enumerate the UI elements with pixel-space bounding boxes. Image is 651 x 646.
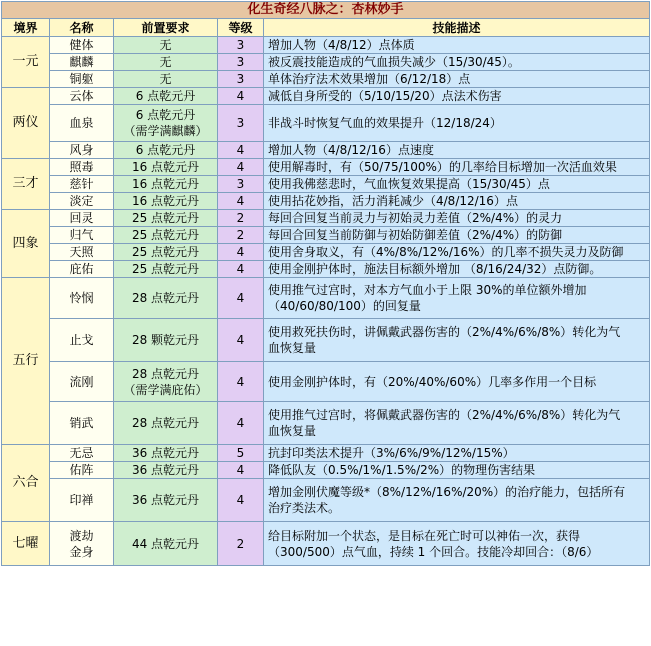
- table-row: [2, 522, 650, 566]
- skill-description-line: 使用舍身取义，有（4%/8%/12%/16%）的几率不损失灵力及防御: [268, 245, 624, 259]
- skill-description: [264, 193, 650, 210]
- skill-level: [218, 37, 264, 54]
- skill-name: [50, 210, 114, 227]
- skill-level-line: 2: [236, 228, 245, 242]
- table-row: [2, 278, 650, 319]
- skill-requirement: [114, 37, 218, 54]
- skill-level-line: 3: [236, 55, 245, 69]
- skill-level-line: 4: [236, 262, 245, 276]
- skill-requirement: [114, 159, 218, 176]
- skill-level: [218, 261, 264, 278]
- skill-description: [264, 278, 650, 319]
- header-name: 名称: [50, 19, 114, 37]
- skill-requirement-line: 无: [159, 38, 172, 52]
- skill-requirement: [114, 142, 218, 159]
- skill-level: [218, 227, 264, 244]
- skill-description-line: 降低队友（0.5%/1%/1.5%/2%）的物理伤害结果: [268, 463, 536, 477]
- skill-name: [50, 244, 114, 261]
- table-row: [2, 479, 650, 522]
- skill-requirement-line: 36 点乾元丹: [131, 493, 200, 507]
- header-requirement: 前置要求: [114, 19, 218, 37]
- table-row: [2, 261, 650, 278]
- skill-requirement-line: 无: [159, 55, 172, 69]
- skill-name: [50, 445, 114, 462]
- skill-description: [264, 210, 650, 227]
- skill-name-line: 流刚: [69, 374, 94, 389]
- skill-level: [218, 402, 264, 445]
- realm-cell: 三才: [2, 159, 50, 210]
- skill-name: [50, 105, 114, 142]
- skill-requirement: [114, 462, 218, 479]
- table-row: [2, 244, 650, 261]
- skill-name: [50, 54, 114, 71]
- skill-requirement-line: 36 点乾元丹: [131, 463, 200, 477]
- skill-description-line: 使用金刚护体时，施法目标额外增加 （8/16/24/32）点防御。: [268, 262, 602, 276]
- skill-level-line: 3: [236, 72, 245, 86]
- skill-name: [50, 142, 114, 159]
- table-row: [2, 402, 650, 445]
- skill-name: [50, 71, 114, 88]
- skill-description: [264, 362, 650, 402]
- skill-requirement-line: 16 点乾元丹: [131, 177, 200, 191]
- skill-requirement-line: 28 点乾元丹: [131, 416, 200, 430]
- skill-description: [264, 445, 650, 462]
- skill-name: [50, 402, 114, 445]
- realm-cell: 七曜: [2, 522, 50, 566]
- skill-requirement-line: 无: [159, 72, 172, 86]
- skill-name-line: 淡定: [69, 194, 94, 208]
- skill-requirement: [114, 319, 218, 362]
- skill-name: [50, 278, 114, 319]
- skill-description-line: 每回合回复当前防御与初始防御差值（2%/4%）的防御: [268, 228, 563, 242]
- skill-level: [218, 362, 264, 402]
- skill-description: [264, 462, 650, 479]
- realm-cell: 五行: [2, 278, 50, 445]
- skill-name-line: 止戈: [69, 333, 94, 347]
- header-row: [2, 19, 650, 37]
- skill-level-line: 4: [236, 160, 245, 174]
- skill-level: [218, 176, 264, 193]
- skill-requirement: [114, 479, 218, 522]
- realm-cell: 四象: [2, 210, 50, 278]
- skill-level-line: 5: [236, 446, 245, 460]
- skill-name-line: 照毒: [69, 160, 94, 174]
- skill-requirement-line: 16 点乾元丹: [131, 194, 200, 208]
- skill-level-line: 4: [236, 291, 245, 305]
- skill-requirement-line: 25 点乾元丹: [131, 211, 200, 225]
- skill-requirement: [114, 71, 218, 88]
- table-row: [2, 37, 650, 54]
- skill-requirement-line: 16 点乾元丹: [131, 160, 200, 174]
- skill-requirement: [114, 362, 218, 402]
- skill-level: [218, 88, 264, 105]
- skill-level-line: 3: [236, 177, 245, 191]
- skill-description: [264, 37, 650, 54]
- skill-level-line: 4: [236, 333, 245, 347]
- skill-requirement: [114, 88, 218, 105]
- skill-requirement: [114, 402, 218, 445]
- skill-name: [50, 37, 114, 54]
- skill-level-line: 3: [236, 38, 245, 52]
- skill-level-line: 2: [236, 536, 245, 551]
- skill-name: [50, 227, 114, 244]
- skill-requirement: [114, 261, 218, 278]
- table-row: [2, 362, 650, 402]
- table-row: [2, 210, 650, 227]
- table-row: [2, 176, 650, 193]
- skill-description-line: 使用推气过宫时，对本方气血小于上限 30%的单位额外增加: [268, 283, 587, 297]
- skill-description: [264, 319, 650, 362]
- skill-name: [50, 88, 114, 105]
- skill-level: [218, 105, 264, 142]
- skill-level: [218, 210, 264, 227]
- skill-description: [264, 54, 650, 71]
- skill-description-line: 增加人物（4/8/12）点体质: [268, 38, 415, 52]
- skill-description-line: 被反震技能造成的气血损失减少（15/30/45）。: [268, 55, 520, 69]
- skill-requirement: [114, 210, 218, 227]
- skill-name-line: 云体: [69, 89, 94, 103]
- skill-level-line: 4: [236, 194, 245, 208]
- skill-requirement-line: （需学满麒麟）: [123, 124, 208, 138]
- skill-requirement-line: （需学满庇佑）: [123, 382, 208, 397]
- skill-requirement: [114, 445, 218, 462]
- skill-name: [50, 362, 114, 402]
- realm-cell: 六合: [2, 445, 50, 522]
- table-row: [2, 319, 650, 362]
- skill-description-line: （40/60/80/100）的回复量: [268, 299, 421, 313]
- skill-description-line: 使用我佛慈悲时，气血恢复效果提高（15/30/45）点: [268, 177, 550, 191]
- skill-name: [50, 319, 114, 362]
- skill-description-line: 非战斗时恢复气血的效果提升（12/18/24）: [268, 116, 502, 130]
- skill-level: [218, 319, 264, 362]
- skill-name: [50, 176, 114, 193]
- skill-requirement-line: 28 点乾元丹: [131, 366, 200, 381]
- skill-name-line: 金身: [69, 544, 94, 559]
- skill-name: [50, 479, 114, 522]
- skill-requirement: [114, 278, 218, 319]
- skill-level-line: 4: [236, 245, 245, 259]
- skill-requirement: [114, 227, 218, 244]
- skill-name-line: 铜躯: [69, 72, 94, 86]
- skill-description-line: 抗封印类法术提升（3%/6%/9%/12%/15%）: [268, 446, 515, 460]
- skill-description: [264, 522, 650, 566]
- header-description: 技能描述: [264, 19, 650, 37]
- skill-level: [218, 193, 264, 210]
- skill-description-line: 增加人物（4/8/12/16）点速度: [268, 143, 434, 157]
- skill-name-line: 印禅: [69, 493, 94, 507]
- skill-description: [264, 227, 650, 244]
- skill-level: [218, 71, 264, 88]
- skill-name-line: 庇佑: [69, 262, 94, 276]
- skill-requirement-line: 25 点乾元丹: [131, 262, 200, 276]
- skill-requirement-line: 6 点乾元丹: [135, 89, 196, 103]
- skill-level-line: 4: [236, 143, 245, 157]
- skill-level-line: 4: [236, 463, 245, 477]
- skill-name: [50, 193, 114, 210]
- skill-requirement: [114, 105, 218, 142]
- skill-level: [218, 445, 264, 462]
- skill-description-line: 使用救死扶伤时，讲佩戴武器伤害的（2%/4%/6%/8%）转化为气: [268, 325, 621, 339]
- skill-description: [264, 159, 650, 176]
- skill-requirement-line: 28 颗乾元丹: [131, 333, 200, 347]
- skill-level: [218, 244, 264, 261]
- skill-level-line: 4: [236, 374, 245, 389]
- skill-description-line: 单体治疗法术效果增加（6/12/18）点: [268, 72, 471, 86]
- skill-requirement: [114, 244, 218, 261]
- skill-name-line: 血泉: [69, 116, 94, 130]
- realm-cell: 一元: [2, 37, 50, 88]
- skill-level: [218, 462, 264, 479]
- skill-description-line: 使用解毒时，有（50/75/100%）的几率给目标增加一次活血效果: [268, 160, 617, 174]
- skill-description-line: 使用拈花妙指，活力消耗减少（4/8/12/16）点: [268, 194, 518, 208]
- skill-description: [264, 479, 650, 522]
- skill-description-line: （300/500）点气血，持续 1 个回合。技能冷却回合：（8/6）: [268, 544, 599, 559]
- table-row: [2, 445, 650, 462]
- skill-description: [264, 88, 650, 105]
- skill-name-line: 无忌: [69, 446, 94, 460]
- table-row: [2, 142, 650, 159]
- table-row: [2, 193, 650, 210]
- skill-description: [264, 244, 650, 261]
- skill-name-line: 慈针: [69, 177, 94, 191]
- table-row: [2, 462, 650, 479]
- skill-level-line: 4: [236, 493, 245, 507]
- skill-description-line: 使用金刚护体时，有（20%/40%/60%）几率多作用一个目标: [268, 374, 597, 389]
- skill-description: [264, 71, 650, 88]
- skill-description-line: 给目标附加一个状态，是目标在死亡时可以神佑一次，获得: [268, 528, 581, 543]
- skill-requirement-line: 28 点乾元丹: [131, 291, 200, 305]
- skill-requirement-line: 6 点乾元丹: [135, 108, 196, 122]
- meridian-skill-table: [1, 1, 650, 566]
- skill-description: [264, 142, 650, 159]
- skill-description-line: 减低自身所受的（5/10/15/20）点法术伤害: [268, 89, 502, 103]
- skill-name-line: 天照: [69, 245, 94, 259]
- skill-level-line: 2: [236, 211, 245, 225]
- skill-name-line: 佑阵: [69, 463, 94, 477]
- skill-level: [218, 54, 264, 71]
- skill-description: [264, 105, 650, 142]
- skill-requirement: [114, 176, 218, 193]
- skill-description: [264, 402, 650, 445]
- skill-requirement-line: 36 点乾元丹: [131, 446, 200, 460]
- skill-description-line: 血恢复量: [268, 341, 317, 355]
- skill-description-line: 血恢复量: [268, 424, 317, 438]
- table-row: [2, 105, 650, 142]
- skill-name: [50, 522, 114, 566]
- skill-requirement-line: 25 点乾元丹: [131, 245, 200, 259]
- skill-name: [50, 159, 114, 176]
- skill-description-line: 每回合回复当前灵力与初始灵力差值（2%/4%）的灵力: [268, 211, 563, 225]
- skill-name-line: 怜悯: [69, 291, 94, 305]
- skill-name-line: 风身: [69, 143, 94, 157]
- skill-name-line: 健体: [69, 38, 94, 52]
- skill-requirement: [114, 54, 218, 71]
- skill-name-line: 归气: [69, 228, 94, 242]
- skill-description-line: 使用推气过宫时，将佩戴武器伤害的（2%/4%/6%/8%）转化为气: [268, 408, 621, 422]
- table-title: 化生奇经八脉之：杏林妙手: [2, 2, 650, 19]
- skill-description-line: 增加金刚伏魔等级*（8%/12%/16%/20%）的治疗能力，包括所有: [268, 485, 626, 499]
- header-realm: 境界: [2, 19, 50, 37]
- skill-requirement-line: 25 点乾元丹: [131, 228, 200, 242]
- skill-name-line: 销武: [69, 416, 94, 430]
- skill-level: [218, 522, 264, 566]
- table-row: [2, 159, 650, 176]
- skill-level: [218, 142, 264, 159]
- skill-requirement-line: 44 点乾元丹: [131, 536, 200, 551]
- skill-description: [264, 176, 650, 193]
- table-row: [2, 71, 650, 88]
- table-row: [2, 227, 650, 244]
- skill-name-line: 麒麟: [69, 55, 94, 69]
- skill-level-line: 4: [236, 416, 245, 430]
- skill-name: [50, 261, 114, 278]
- skill-description-line: 治疗类法术。: [268, 501, 341, 515]
- header-level: 等级: [218, 19, 264, 37]
- skill-description: [264, 261, 650, 278]
- skill-level: [218, 278, 264, 319]
- skill-requirement: [114, 522, 218, 566]
- skill-requirement-line: 6 点乾元丹: [135, 143, 196, 157]
- skill-level: [218, 479, 264, 522]
- skill-level-line: 3: [236, 116, 245, 130]
- skill-name: [50, 462, 114, 479]
- skill-name-line: 回灵: [69, 211, 94, 225]
- realm-cell: 两仪: [2, 88, 50, 159]
- skill-level: [218, 159, 264, 176]
- table-row: [2, 88, 650, 105]
- title-row: [2, 2, 650, 19]
- skill-requirement: [114, 193, 218, 210]
- skill-level-line: 4: [236, 89, 245, 103]
- skill-name-line: 渡劫: [69, 528, 94, 543]
- table-row: [2, 54, 650, 71]
